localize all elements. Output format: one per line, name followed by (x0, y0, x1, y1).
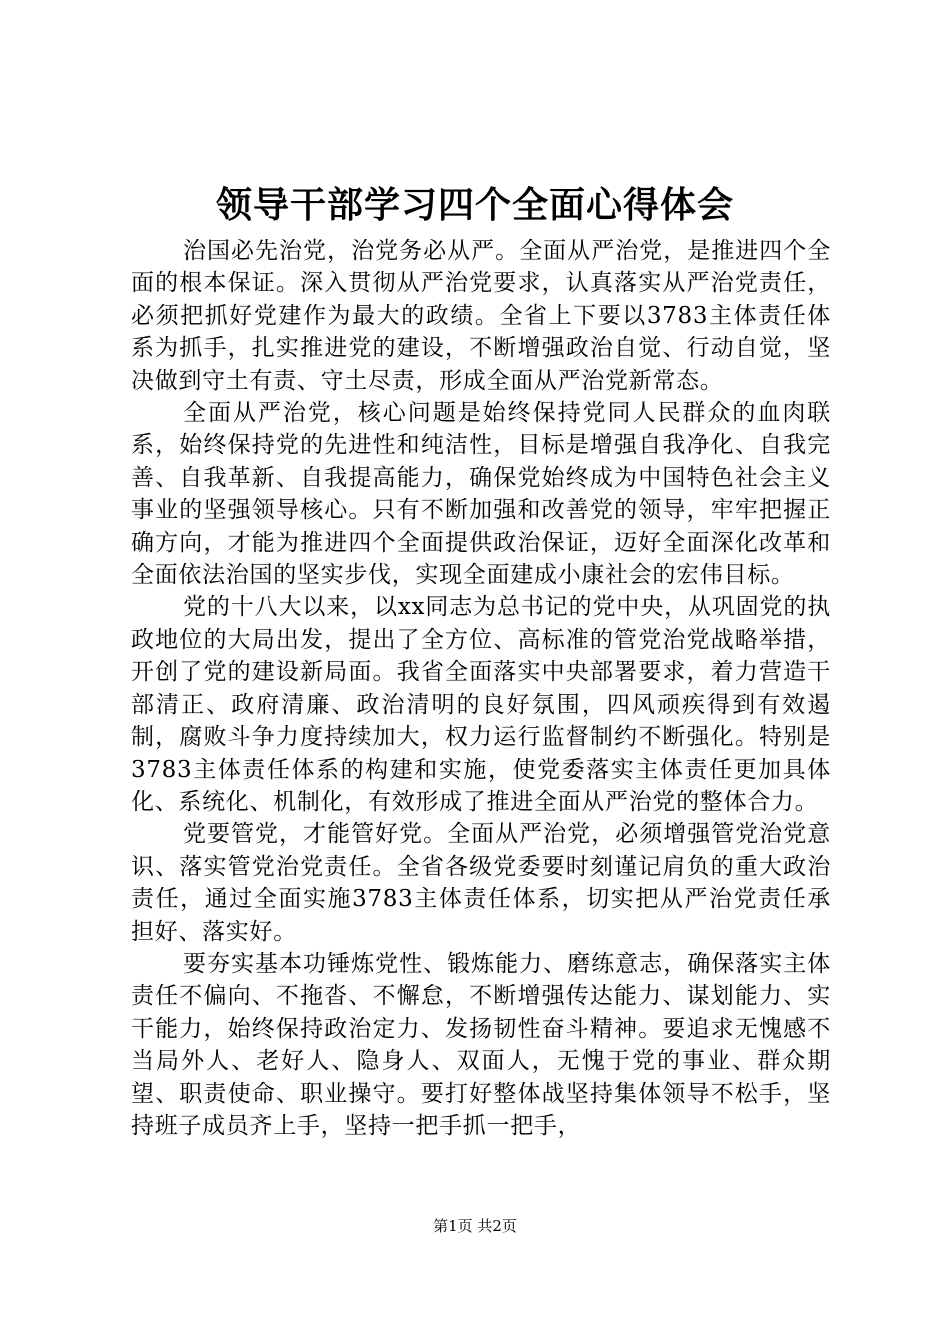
document-title: 领导干部学习四个全面心得体会 (215, 184, 734, 226)
paragraph-5: 要夯实基本功锤炼党性、锻炼能力、磨练意志，确保落实主体责任不偏向、不拖沓、不懈怠，不断增强传达能力、谋划能力、实干能力，始终保持政治定力、发扬韧性奋斗精神。要追求无愧感不当局外人、老好人、隐身人、双面人，无愧于党的事业、群众期望、职责使命、职业操守。要打好整体战坚持集体领导不松手，坚持班子成员齐上手，坚持一把手抓一把手， (131, 950, 831, 1139)
document-body (131, 235, 831, 1142)
paragraph-2: 全面从严治党，核心问题是始终保持党同人民群众的血肉联系，始终保持党的先进性和纯洁性，目标是增强自我净化、自我完善、自我革新、自我提高能力，确保党始终成为中国特色社会主义事业的坚强领导核心。只有不断加强和改善党的领导，牢牢把握正确方向，才能为推进四个全面提供政治保证，迈好全面深化改革和全面依法治国的坚实步伐，实现全面建成小康社会的宏伟目标。 (131, 400, 831, 589)
paragraph-4: 党要管党，才能管好党。全面从严治党，必须增强管党治党意识、落实管党治党责任。全省各级党委要时刻谨记肩负的重大政治责任，通过全面实施3783主体责任体系，切实把从严治党责任承担好、落实好。 (131, 821, 831, 945)
page-number-footer: 第1页 共2页 (433, 1217, 517, 1235)
paragraph-1: 治国必先治党，治党务必从严。全面从严治党，是推进四个全面的根本保证。深入贯彻从严治党要求，认真落实从严治党责任，必须把抓好党建作为最大的政绩。全省上下要以3783主体责任体系为抓手，扎实推进党的建设，不断增强政治自觉、行动自觉，坚决做到守土有责、守土尽责，形成全面从严治党新常态。 (131, 238, 831, 394)
paragraph-3: 党的十八大以来，以xx同志为总书记的党中央，从巩固党的执政地位的大局出发，提出了全方位、高标准的管党治党战略举措，开创了党的建设新局面。我省全面落实中央部署要求，着力营造干部清正、政府清廉、政治清明的良好氛围，四风顽疾得到有效遏制，腐败斗争力度持续加大，权力运行监督制约不断强化。特别是3783主体责任体系的构建和实施，使党委落实主体责任更加具体化、系统化、机制化，有效形成了推进全面从严治党的整体合力。 (131, 594, 831, 815)
